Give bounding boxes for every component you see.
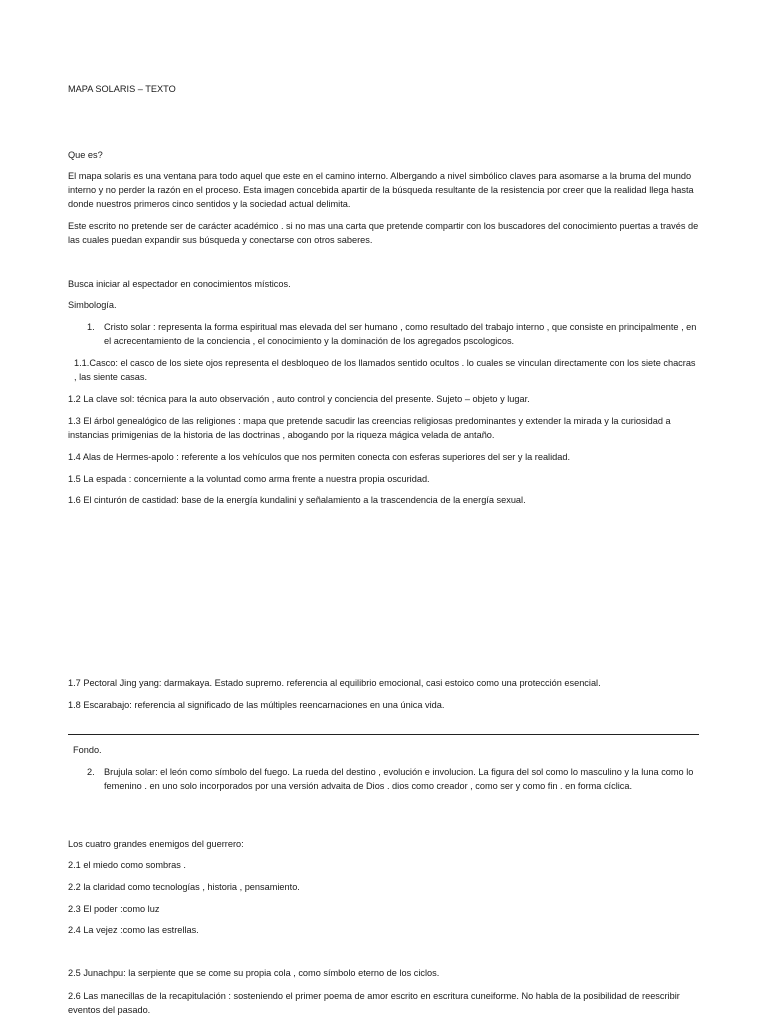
horizontal-divider [68, 734, 699, 735]
subitem-1-2: 1.2 La clave sol: técnica para la auto observación , auto control y conciencia del presente. Sujeto – objeto y lugar. [68, 394, 530, 404]
subitem-2-5: 2.5 Junachpu: la serpiente que se come su propia cola , como símbolo eterno de los ciclos. [68, 968, 440, 978]
document-title: MAPA SOLARIS – TEXTO [68, 84, 176, 94]
list-item-1-number: 1. [87, 322, 95, 332]
subitem-1-8: 1.8 Escarabajo: referencia al significado de las múltiples reencarnaciones en una única vida. [68, 700, 445, 710]
subitem-2-2: 2.2 la claridad como tecnologías , historia , pensamiento. [68, 882, 300, 892]
intro-paragraph-2: Este escrito no pretende ser de carácter académico . si no mas una carta que pretende compartir con los buscadores del conocimiento puertas a través de las cuales puedan expandir sus búsqueda y conectarse con otros saberes. [68, 221, 699, 245]
subitem-1-3: 1.3 El árbol genealógico de las religiones : mapa que pretende sacudir las creencias religiosas predominantes y extender la mirada y la curiosidad a instancias primigenias de la historia de las doctrinas , abogando por la riqueza mágica velada de antaño. [68, 416, 671, 440]
fondo-heading: Fondo. [73, 745, 102, 755]
question-heading: Que es? [68, 150, 103, 160]
subitem-1-7: 1.7 Pectoral Jing yang: darmakaya. Estado supremo. referencia al equilibrio emocional, casi estoico como una protección esencial. [68, 678, 601, 688]
subitem-2-4: 2.4 La vejez :como las estrellas. [68, 925, 199, 935]
subitem-1-1: 1.1.Casco: el casco de los siete ojos representa el desbloqueo de los llamados sentido ocultos . lo cuales se vinculan directamente con los siete chacras , las siente casas. [74, 358, 696, 382]
subitem-1-4: 1.4 Alas de Hermes-apolo : referente a los vehículos que nos permiten conecta con esferas superiores del ser y la realidad. [68, 452, 571, 462]
list-item-1-text: Cristo solar : representa la forma espiritual mas elevada del ser humano , como resultado del trabajo interno , que consiste en principalmente , en el acrecentamiento de la conciencia , el conocimiento y la dominación de los agregados pscologicos. [104, 322, 697, 346]
subitem-2-1: 2.1 el miedo como sombras . [68, 860, 186, 870]
simbologia-heading: Simbología. [68, 300, 117, 310]
subitem-2-3: 2.3 El poder :como luz [68, 904, 160, 914]
intro-paragraph-1: El mapa solaris es una ventana para todo aquel que este en el camino interno. Albergando a nivel simbólico claves para asomarse a la bruma del mundo interno y no perder la razón en el proceso. Esta imagen concebida apartir de la búsqueda resultante de la resistencia por creer que la realidad llega hasta donde nuestros primeros cinco sentidos y la sociedad actual delimita. [68, 171, 694, 209]
subitem-1-6: 1.6 El cinturón de castidad: base de la energía kundalini y señalamiento a la trascendencia de la energía sexual. [68, 495, 526, 505]
list-item-2-text: Brujula solar: el león como símbolo del fuego. La rueda del destino , evolución e involucion. La figura del sol como lo masculino y la luna como lo femenino . en uno solo incorporados por una versión advaita de Dios . dios como creador , como ser y como fin . en forma cíclica. [104, 767, 694, 791]
subitem-1-5: 1.5 La espada : concerniente a la voluntad como arma frente a nuestra propia oscuridad. [68, 474, 430, 484]
enemigos-heading: Los cuatro grandes enemigos del guerrero: [68, 839, 244, 849]
subitem-2-6: 2.6 Las manecillas de la recapitulación : sosteniendo el primer poema de amor escrito en escritura cuneiforme. No habla de la posibilidad de reescribir eventos del pasado. [68, 991, 680, 1015]
list-item-2-number: 2. [87, 767, 95, 777]
busca-paragraph: Busca iniciar al espectador en conocimientos místicos. [68, 279, 291, 289]
